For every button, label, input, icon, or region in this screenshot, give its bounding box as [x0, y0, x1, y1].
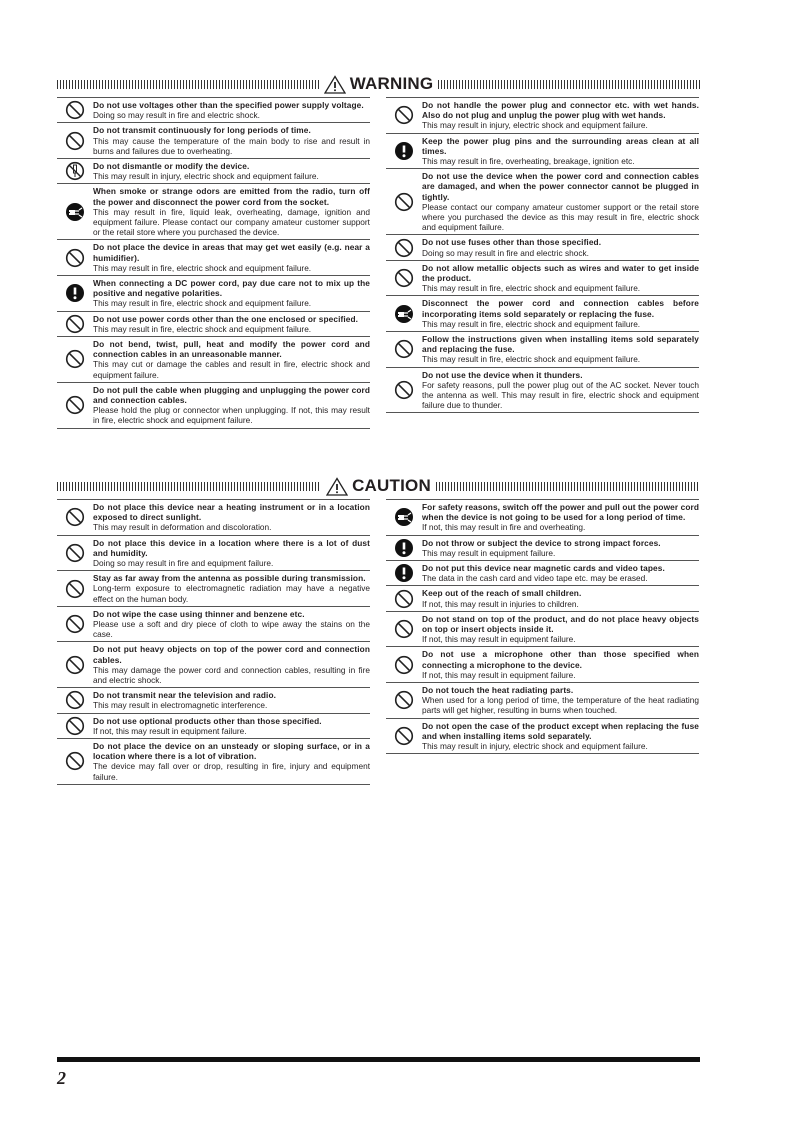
- safety-item: [57, 606, 370, 642]
- item-title: Do not bend, twist, pull, heat and modify the power cord and connection cables in an unreasonable manner.: [93, 339, 370, 360]
- item-text: [93, 538, 370, 569]
- item-body: This may result in electromagnetic interference.: [93, 700, 268, 711]
- item-title: Do not use the device when it thunders.: [422, 369, 583, 380]
- safety-item: [386, 646, 699, 682]
- item-title: Keep the power plug pins and the surrounding areas clean at all times.: [422, 135, 699, 156]
- safety-item: [386, 611, 699, 647]
- item-text: [422, 563, 699, 583]
- prohibited-icon: [57, 614, 93, 634]
- prohibited-icon: [57, 314, 93, 334]
- safety-item: [57, 239, 370, 275]
- item-text: [93, 339, 370, 380]
- prohibited-icon: [386, 339, 422, 359]
- prohibited-icon: [57, 655, 93, 675]
- item-text: [93, 502, 370, 533]
- no-disassembly-icon: [57, 161, 93, 181]
- unplug-power-icon: [386, 304, 422, 324]
- item-text: [422, 100, 699, 131]
- prohibited-icon: [386, 589, 422, 609]
- item-title: Follow the instructions given when installing items sold separately and replacing the fuse.: [422, 334, 699, 355]
- item-title: Do not use a microphone other than those specified when connecting a microphone to the device.: [422, 649, 699, 670]
- safety-item: [57, 183, 370, 239]
- item-title: Do not use power cords other than the one enclosed or specified.: [93, 313, 359, 324]
- item-body: This may result in fire, electric shock and equipment failure.: [422, 318, 641, 329]
- safety-item: [386, 133, 699, 169]
- item-title: Do not allow metallic objects such as wires and water to get inside the product.: [422, 262, 699, 284]
- safety-item: [386, 168, 699, 234]
- item-text: [93, 609, 370, 640]
- item-title: Do not transmit continuously for long periods of time.: [93, 125, 311, 136]
- item-title: Do not place this device in a location where there is a lot of dust and humidity.: [93, 537, 370, 558]
- prohibited-icon: [386, 105, 422, 125]
- footer-rule: [57, 1057, 700, 1062]
- item-body: This may result in equipment failure.: [422, 547, 556, 558]
- prohibited-icon: [386, 192, 422, 212]
- item-body: If not, this may result in equipment failure.: [422, 669, 576, 680]
- prohibited-icon: [386, 726, 422, 746]
- item-title: For safety reasons, switch off the power and pull out the power cord when the device is not going to be used for a long period of time.: [422, 502, 699, 523]
- prohibited-icon: [386, 655, 422, 675]
- item-title: Do not dismantle or modify the device.: [93, 161, 250, 172]
- safety-item: [57, 122, 370, 158]
- safety-item: [57, 738, 370, 785]
- item-body: This may result in fire, liquid leak, overheating, damage, ignition and equipment failure. Please contact our company amateur customer support or the retail store where you purchased the device.: [93, 206, 370, 238]
- item-text: [422, 685, 699, 716]
- header-rule: [436, 482, 700, 491]
- item-body: This may result in injury, electric shock and equipment failure.: [93, 171, 319, 182]
- item-text: [422, 171, 699, 232]
- item-body: This may result in fire, electric shock and equipment failure.: [422, 354, 641, 365]
- safety-item: [386, 97, 699, 133]
- item-title: Disconnect the power cord and connection cables before incorporating items sold separately or replacing the fuse.: [422, 298, 699, 319]
- item-body: This may cause the temperature of the main body to rise and result in burns and failures due to overheating.: [93, 135, 370, 156]
- prohibited-icon: [57, 751, 93, 771]
- prohibited-icon: [57, 395, 93, 415]
- item-title: Do not transmit near the television and radio.: [93, 690, 277, 701]
- safety-item: [57, 336, 370, 382]
- header-rule: [57, 482, 321, 491]
- item-text: [422, 237, 699, 257]
- item-body: This may result in deformation and discoloration.: [93, 522, 272, 533]
- item-text: [422, 370, 699, 411]
- prohibited-icon: [57, 716, 93, 736]
- safety-item: [386, 367, 699, 414]
- item-title: Do not put this device near magnetic cards and video tapes.: [422, 563, 665, 574]
- item-title: Do not place the device on an unsteady or sloping surface, or in a location where there is a lot of vibration.: [93, 741, 370, 762]
- safety-item: [386, 718, 699, 755]
- safety-item: [57, 97, 370, 122]
- item-title: Do not open the case of the product except when replacing the fuse and when installing items sold separately.: [422, 720, 699, 741]
- caution-right-column: [386, 499, 699, 754]
- item-text: [422, 649, 699, 680]
- safety-item: [386, 682, 699, 718]
- safety-item: [386, 535, 699, 560]
- item-body: This may result in fire, electric shock and equipment failure.: [93, 262, 312, 273]
- item-title: When connecting a DC power cord, pay due care not to mix up the positive and negative polarities.: [93, 278, 370, 299]
- item-text: [422, 538, 699, 558]
- item-text: [93, 242, 370, 273]
- unplug-power-icon: [57, 202, 93, 222]
- item-text: [93, 186, 370, 237]
- item-title: Stay as far away from the antenna as possible during transmission.: [93, 573, 366, 584]
- item-text: [93, 741, 370, 782]
- safety-item: [57, 311, 370, 336]
- item-body: This may cut or damage the cables and result in fire, electric shock and equipment failure.: [93, 359, 370, 380]
- safety-item: [57, 499, 370, 535]
- item-text: [422, 721, 699, 752]
- item-text: [93, 573, 370, 604]
- safety-item: [386, 234, 699, 259]
- item-title: Do not touch the heat radiating parts.: [422, 685, 574, 696]
- item-text: [93, 161, 370, 181]
- item-body: If not, this may result in injuries to children.: [422, 598, 579, 609]
- safety-item: [57, 535, 370, 571]
- prohibited-icon: [386, 268, 422, 288]
- item-text: [93, 385, 370, 426]
- safety-item: [386, 499, 699, 535]
- caution-triangle-icon: [326, 477, 348, 496]
- item-body: Please contact our company amateur customer support or the retail store where you purchased the device as this may result in fire, electric shock and equipment failure.: [422, 201, 699, 233]
- prohibited-icon: [57, 100, 93, 120]
- item-text: [422, 588, 699, 608]
- item-title: When smoke or strange odors are emitted from the radio, turn off the power and disconnect the power cord from the socket.: [93, 186, 370, 207]
- item-text: [93, 314, 370, 334]
- safety-item: [57, 713, 370, 738]
- item-body: For safety reasons, pull the power plug out of the AC socket. Never touch the antenna as well. This may result in fire, electric shock and equipment failure due to thunder.: [422, 379, 699, 411]
- item-body: If not, this may result in fire and overheating.: [422, 522, 586, 533]
- safety-item: [57, 641, 370, 687]
- safety-item: [57, 687, 370, 712]
- item-title: Do not handle the power plug and connector etc. with wet hands. Also do not plug and unplug the power plug with wet hands.: [422, 100, 699, 121]
- item-title: Do not put heavy objects on top of the power cord and connection cables.: [93, 644, 370, 665]
- prohibited-icon: [386, 619, 422, 639]
- mandatory-action-icon: [386, 538, 422, 558]
- safety-item: [57, 158, 370, 183]
- item-text: [422, 263, 699, 294]
- item-body: This may result in fire, electric shock and equipment failure.: [93, 323, 312, 334]
- item-text: [422, 334, 699, 365]
- item-text: [93, 716, 370, 736]
- caution-header: [57, 476, 700, 496]
- item-body: Doing so may result in fire and electric shock.: [93, 110, 260, 121]
- item-title: Do not use optional products other than those specified.: [93, 715, 322, 726]
- safety-item: [57, 275, 370, 311]
- header-rule: [438, 80, 700, 89]
- item-text: [93, 125, 370, 156]
- prohibited-icon: [386, 238, 422, 258]
- item-text: [93, 100, 370, 120]
- prohibited-icon: [57, 579, 93, 599]
- item-text: [93, 278, 370, 309]
- item-title: Do not throw or subject the device to strong impact forces.: [422, 537, 661, 548]
- warning-triangle-icon: [324, 75, 346, 94]
- safety-item: [57, 570, 370, 606]
- item-title: Do not wipe the case using thinner and benzene etc.: [93, 608, 305, 619]
- caution-title: CAUTION: [352, 476, 431, 495]
- item-title: Do not stand on top of the product, and do not place heavy objects on top or insert objects inside it.: [422, 613, 699, 635]
- prohibited-icon: [57, 349, 93, 369]
- warning-left-column: [57, 97, 370, 429]
- item-body: This may result in injury, electric shock and equipment failure.: [422, 120, 648, 131]
- item-title: Do not use the device when the power cord and connection cables are damaged, and when the power connector cannot be plugged in tightly.: [422, 171, 699, 202]
- item-text: [422, 136, 699, 167]
- item-text: [422, 502, 699, 533]
- item-body: This may result in fire, electric shock and equipment failure.: [422, 283, 641, 294]
- prohibited-icon: [386, 690, 422, 710]
- prohibited-icon: [57, 507, 93, 527]
- mandatory-action-icon: [386, 563, 422, 583]
- item-title: Do not pull the cable when plugging and unplugging the power cord and connection cables.: [93, 384, 370, 406]
- unplug-power-icon: [386, 507, 422, 527]
- mandatory-action-icon: [386, 141, 422, 161]
- item-title: Do not place this device near a heating instrument or in a location exposed to direct sunlight.: [93, 502, 370, 523]
- item-text: [422, 614, 699, 645]
- item-body: Long-term exposure to electromagnetic radiation may have a negative effect on the human body.: [93, 583, 370, 604]
- prohibited-icon: [386, 380, 422, 400]
- warning-header: [57, 74, 700, 94]
- item-body: This may damage the power cord and connection cables, resulting in fire and electric shock.: [93, 664, 370, 686]
- header-rule: [57, 80, 319, 89]
- item-body: Please use a soft and dry piece of cloth to wipe away the stains on the case.: [93, 619, 370, 640]
- item-body: Doing so may result in fire and equipment failure.: [93, 558, 274, 569]
- mandatory-action-icon: [57, 283, 93, 303]
- item-title: Do not use fuses other than those specified.: [422, 237, 602, 248]
- item-text: [93, 690, 370, 710]
- safety-item: [57, 382, 370, 429]
- page-number: 2: [57, 1068, 66, 1088]
- safety-item: [386, 585, 699, 610]
- warning-right-column: [386, 97, 699, 413]
- item-text: [93, 644, 370, 685]
- prohibited-icon: [57, 131, 93, 151]
- item-body: The device may fall over or drop, resulting in fire, injury and equipment failure.: [93, 761, 370, 782]
- prohibited-icon: [57, 690, 93, 710]
- item-body: This may result in fire, overheating, breakage, ignition etc.: [422, 156, 635, 167]
- item-text: [422, 298, 699, 329]
- item-body: Please hold the plug or connector when unplugging. If not, this may result in fire, electric shock and equipment failure.: [93, 405, 370, 426]
- item-body: If not, this may result in equipment failure.: [93, 725, 247, 736]
- prohibited-icon: [57, 248, 93, 268]
- safety-item: [386, 560, 699, 585]
- item-body: The data in the cash card and video tape etc. may be erased.: [422, 573, 648, 584]
- item-body: This may result in injury, electric shock and equipment failure.: [422, 741, 648, 752]
- caution-left-column: [57, 499, 370, 785]
- warning-title: WARNING: [349, 74, 434, 93]
- item-title: Keep out of the reach of small children.: [422, 588, 582, 599]
- safety-item: [386, 331, 699, 367]
- item-body: When used for a long period of time, the temperature of the heat radiating parts will get higher, resulting in burns when touched.: [422, 695, 699, 716]
- item-body: If not, this may result in equipment failure.: [422, 634, 576, 645]
- safety-item: [386, 260, 699, 296]
- item-body: Doing so may result in fire and electric shock.: [422, 247, 589, 258]
- item-body: This may result in fire, electric shock and equipment failure.: [93, 298, 312, 309]
- item-title: Do not use voltages other than the specified power supply voltage.: [93, 100, 364, 110]
- safety-item: [386, 295, 699, 331]
- item-title: Do not place the device in areas that may get wet easily (e.g. near a humidifier).: [93, 242, 370, 263]
- prohibited-icon: [57, 543, 93, 563]
